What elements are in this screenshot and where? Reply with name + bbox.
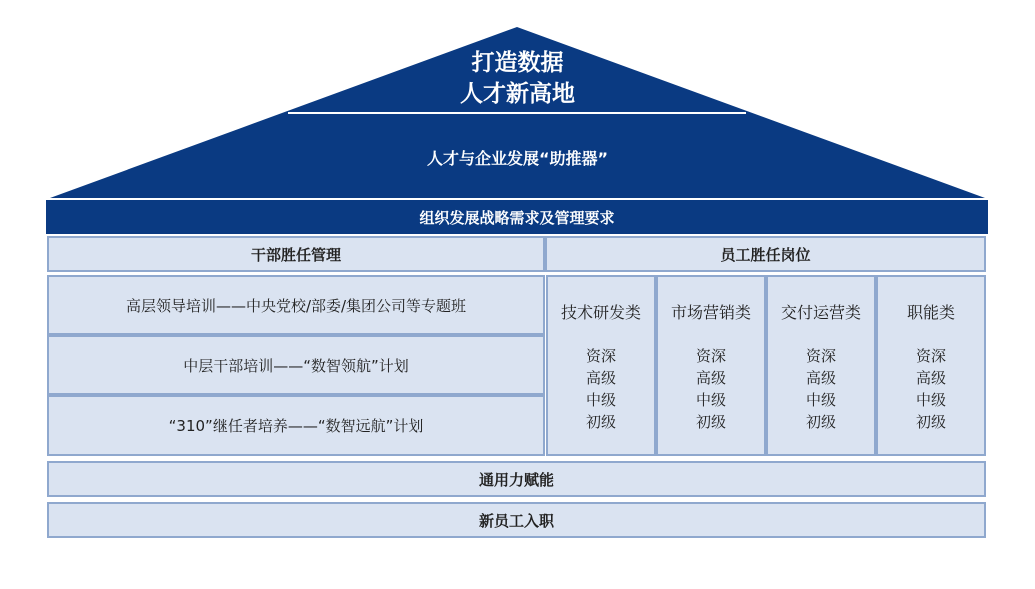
roof-peak-line1: 打造数据 <box>471 50 564 76</box>
staff-column <box>546 275 656 456</box>
level-label: 中级 <box>585 391 616 409</box>
level-label: 中级 <box>915 391 946 409</box>
level-label: 资深 <box>585 347 616 365</box>
roof-middle-text: 人才与企业发展“助推器” <box>426 149 609 168</box>
level-label: 高级 <box>695 369 726 387</box>
cadre-row: “310”继任者培养——“数智远航”计划 <box>47 395 545 456</box>
strategy-bar: 组织发展战略需求及管理要求 <box>46 200 988 234</box>
level-label: 高级 <box>915 369 946 387</box>
general-enablement-bar: 通用力赋能 <box>47 461 986 497</box>
level-label: 中级 <box>805 391 836 409</box>
level-label: 高级 <box>805 369 836 387</box>
level-label: 初级 <box>585 413 616 431</box>
roof-peak-title <box>395 48 640 110</box>
staff-column-levels <box>548 345 654 433</box>
staff-column-levels <box>878 345 984 433</box>
staff-column <box>766 275 876 456</box>
level-label: 初级 <box>805 413 836 431</box>
staff-column-title: 交付运营类 <box>780 303 861 322</box>
staff-column-title: 市场营销类 <box>670 303 751 322</box>
level-label: 中级 <box>695 391 726 409</box>
staff-header: 员工胜任岗位 <box>545 236 986 272</box>
level-label: 资深 <box>915 347 946 365</box>
level-label: 初级 <box>915 413 946 431</box>
staff-column-title: 技术研发类 <box>560 303 641 322</box>
level-label: 资深 <box>805 347 836 365</box>
level-label: 高级 <box>585 369 616 387</box>
level-label: 初级 <box>695 413 726 431</box>
level-label: 资深 <box>695 347 726 365</box>
staff-column-title: 职能类 <box>906 303 955 322</box>
roof-peak-line2: 人才新高地 <box>460 81 575 107</box>
staff-column-levels <box>658 345 764 433</box>
cadre-row: 高层领导培训——中央党校/部委/集团公司等专题班 <box>47 275 545 335</box>
cadre-row: 中层干部培训——“数智领航”计划 <box>47 335 545 395</box>
staff-column <box>876 275 986 456</box>
onboarding-bar: 新员工入职 <box>47 502 986 538</box>
staff-column <box>656 275 766 456</box>
staff-column-levels <box>768 345 874 433</box>
cadre-header: 干部胜任管理 <box>47 236 545 272</box>
